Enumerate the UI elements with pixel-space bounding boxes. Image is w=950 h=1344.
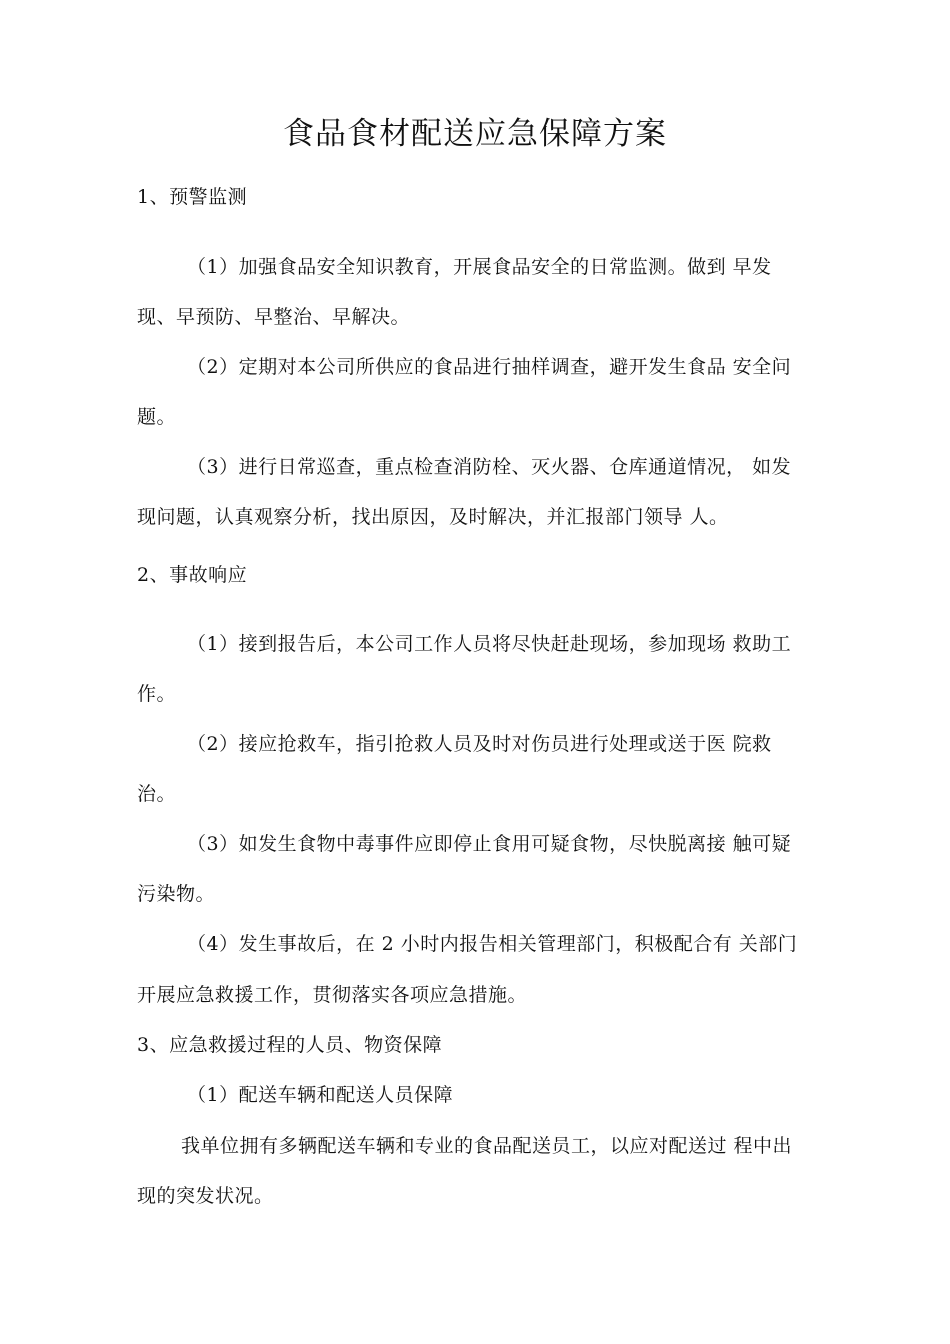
paragraph-3-1-line-1: 我单位拥有多辆配送车辆和专业的食品配送员工，以应对配送过 程中出	[181, 1135, 793, 1157]
document-title: 食品食材配送应急保障方案	[283, 116, 667, 152]
paragraph-2-2-line-2: 治。	[137, 783, 177, 805]
paragraph-2-4-line-1: （4）发生事故后，在 2 小时内报告相关管理部门，积极配合有 关部门	[187, 933, 798, 955]
paragraph-2-1-line-1: （1）接到报告后，本公司工作人员将尽快赶赴现场，参加现场 救助工	[187, 633, 792, 655]
paragraph-1-2-line-2: 题。	[137, 406, 177, 428]
paragraph-2-2-line-1: （2）接应抢救车，指引抢救人员及时对伤员进行处理或送于医 院救	[187, 733, 772, 755]
subheading-3-1: （1）配送车辆和配送人员保障	[187, 1084, 454, 1106]
paragraph-2-1-line-2: 作。	[137, 683, 177, 705]
paragraph-1-3-line-1: （3）进行日常巡查，重点检查消防栓、灭火器、仓库通道情况， 如发	[187, 456, 792, 478]
section-heading-3: 3、应急救援过程的人员、物资保障	[137, 1034, 443, 1056]
paragraph-1-2-line-1: （2）定期对本公司所供应的食品进行抽样调查，避开发生食品 安全问	[187, 356, 792, 378]
paragraph-1-1-line-2: 现、早预防、早整治、早解决。	[137, 306, 411, 328]
paragraph-2-3-line-2: 污染物。	[137, 883, 216, 905]
paragraph-1-3-line-2: 现问题，认真观察分析，找出原因，及时解决，并汇报部门领导 人。	[137, 506, 729, 528]
paragraph-2-4-line-2: 开展应急救援工作，贯彻落实各项应急措施。	[137, 984, 528, 1006]
paragraph-2-3-line-1: （3）如发生食物中毒事件应即停止食用可疑食物，尽快脱离接 触可疑	[187, 833, 792, 855]
paragraph-1-1-line-1: （1）加强食品安全知识教育，开展食品安全的日常监测。做到 早发	[187, 256, 772, 278]
section-heading-1: 1、预警监测	[137, 186, 248, 208]
paragraph-3-1-line-2: 现的突发状况。	[137, 1185, 274, 1207]
section-heading-2: 2、事故响应	[137, 564, 248, 586]
